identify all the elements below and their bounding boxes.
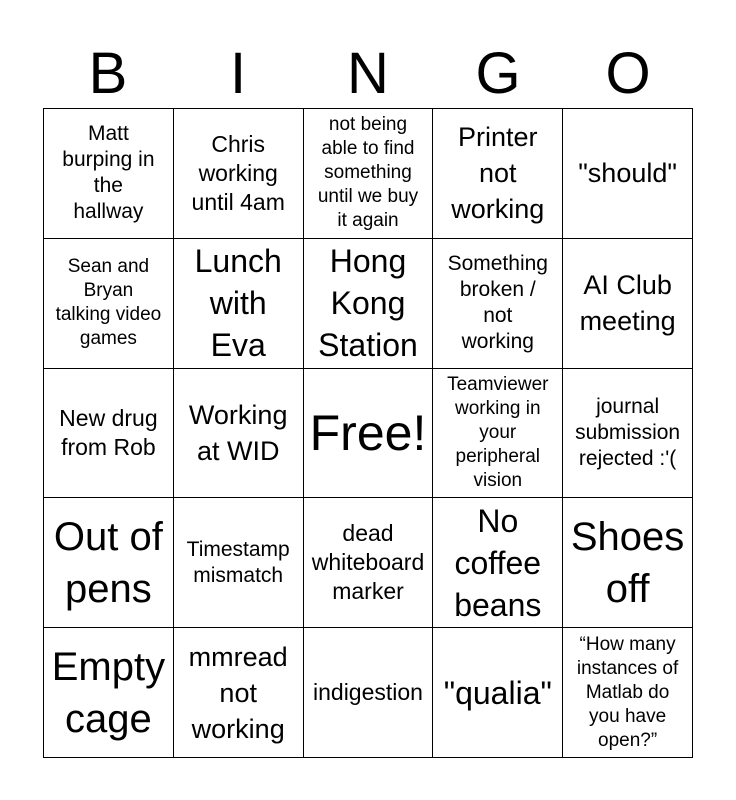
cell-text: indigestion (313, 679, 423, 706)
cell-text: Sean and Bryan talking video games (55, 256, 162, 350)
bingo-cell-r2-c4[interactable] (433, 239, 563, 369)
bingo-cell-r3-c1[interactable] (44, 369, 174, 499)
cell-text: Chris working until 4am (191, 130, 285, 215)
cell-text: journal submission rejected :'( (575, 394, 681, 470)
bingo-cell-r2-c1[interactable] (44, 239, 174, 369)
bingo-cell-r1-c1[interactable] (44, 109, 174, 239)
cell-text: not being able to find something until we buy it again (317, 114, 419, 232)
cell-text: Timestamp mismatch (186, 537, 290, 587)
bingo-cell-r1-c4[interactable] (433, 109, 563, 239)
bingo-cell-r3-c4[interactable] (433, 369, 563, 499)
cell-text: Working at WID (188, 399, 288, 466)
bingo-cell-r4-c4[interactable] (433, 498, 563, 628)
bingo-cell-r5-c2[interactable] (174, 628, 304, 758)
cell-text: Empty cage (51, 644, 166, 741)
cell-text: Out of pens (53, 514, 163, 611)
free-space-text: Free! (309, 404, 427, 461)
bingo-cell-r1-c5[interactable] (563, 109, 693, 239)
bingo-header (43, 40, 693, 108)
cell-text: Printer not working (451, 122, 545, 225)
bingo-cell-r2-c3[interactable] (304, 239, 434, 369)
cell-text: Something broken / not working (447, 252, 548, 354)
cell-text: “How many instances of Matlab do you have open?” (576, 633, 679, 751)
cell-text: No coffee beans (454, 502, 542, 623)
cell-text: Teamviewer working in your peripheral vision (447, 373, 549, 491)
header-letter-i: I (229, 41, 247, 106)
cell-text: AI Club meeting (579, 270, 676, 337)
header-letter-g: G (475, 41, 521, 106)
bingo-cell-r5-c1[interactable] (44, 628, 174, 758)
cell-text: mmread not working (188, 641, 288, 744)
bingo-cell-r5-c5[interactable] (563, 628, 693, 758)
cell-text: "should" (578, 158, 677, 189)
cell-text: dead whiteboard marker (311, 520, 425, 605)
bingo-cell-free[interactable] (304, 369, 434, 499)
bingo-cell-r5-c3[interactable] (304, 628, 434, 758)
bingo-cell-r1-c3[interactable] (304, 109, 434, 239)
bingo-cell-r4-c3[interactable] (304, 498, 434, 628)
bingo-cell-r2-c5[interactable] (563, 239, 693, 369)
bingo-cell-r3-c5[interactable] (563, 369, 693, 499)
bingo-cell-r1-c2[interactable] (174, 109, 304, 239)
bingo-board (43, 108, 693, 758)
bingo-cell-r5-c4[interactable] (433, 628, 563, 758)
header-letter-o: O (605, 41, 651, 106)
cell-text: New drug from Rob (59, 404, 158, 460)
bingo-cell-r2-c2[interactable] (174, 239, 304, 369)
cell-text: Lunch with Eva (194, 243, 282, 364)
bingo-cell-r3-c2[interactable] (174, 369, 304, 499)
bingo-cell-r4-c2[interactable] (174, 498, 304, 628)
header-letter-b: B (88, 41, 128, 106)
bingo-cell-r4-c1[interactable] (44, 498, 174, 628)
cell-text: Matt burping in the hallway (62, 122, 155, 224)
cell-text: Shoes off (570, 514, 685, 611)
cell-text: Hong Kong Station (318, 243, 418, 364)
header-letter-n: N (347, 41, 389, 106)
bingo-cell-r4-c5[interactable] (563, 498, 693, 628)
cell-text: "qualia" (443, 674, 552, 711)
